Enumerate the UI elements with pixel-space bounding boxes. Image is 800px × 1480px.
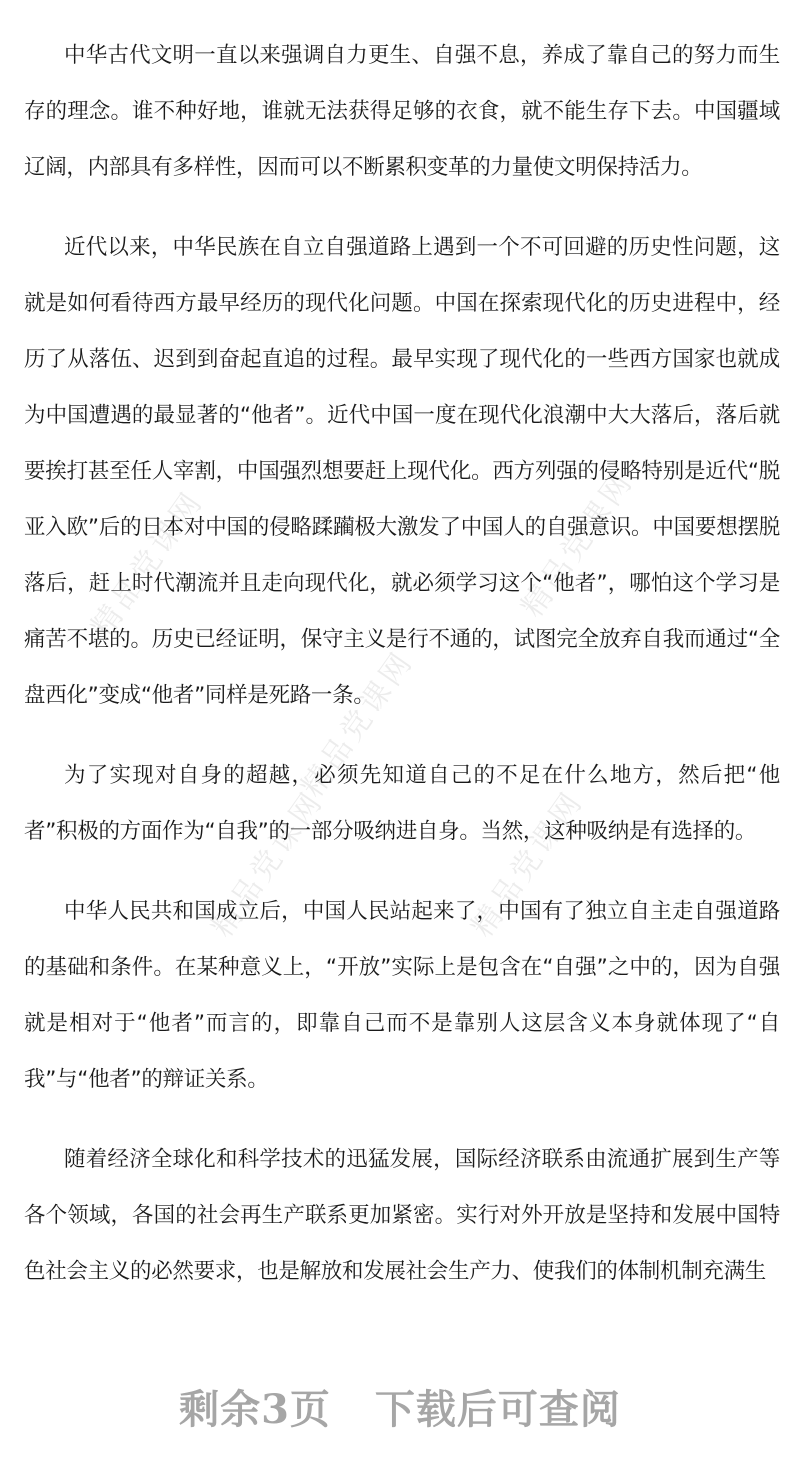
paragraph: 近代以来，中华民族在自立自强道路上遇到一个不可回避的历史性问题，这就是如何看待西方最早经历的现代化问题。中国在探索现代化的历史进程中，经历了从落伍、迟到到奋起直追的过程。最早实现了现代化的一些西方国家也就成为中国遭遇的最显著的“他者”。近代中国一度在现代化浪潮中大大落后，落后就要挨打甚至任人宰割，中国强烈想要赶上现代化。西方列强的侵略特别是近代“脱亚入欧”后的日本对中国的侵略蹂躏极大激发了中国人的自强意识。中国要想摆脱落后，赶上时代潮流并且走向现代化，就必须学习这个“他者”，哪怕这个学习是痛苦不堪的。历史已经证明，保守主义是行不通的，试图完全放弃自我而通过“全盘西化”变成“他者”同样是死路一条。	[24, 235, 780, 708]
watermark: 精品党课网	[84, 484, 211, 644]
watermark: 精品党课网	[464, 784, 591, 944]
paragraph: 中华古代文明一直以来强调自力更生、自强不息，养成了靠自己的努力而生存的理念。谁不种好地，谁就无法获得足够的衣食，就不能生存下去。中国疆域辽阔，内部具有多样性，因而可以不断累积变革的力量使文明保持活力。	[24, 43, 780, 180]
paragraph: 中华人民共和国成立后，中国人民站起来了，中国有了独立自主走自强道路的基础和条件。在某种意义上，“开放”实际上是包含在“自强”之中的，因为自强就是相对于“他者”而言的，即靠自己而不是靠别人这层含义本身就体现了“自我”与“他者”的辩证关系。	[24, 899, 780, 1092]
watermark: 精品党课网	[294, 644, 421, 804]
watermark: 精品党课网	[514, 464, 641, 624]
download-hint-label: 下载后可查阅	[374, 1386, 621, 1433]
watermark: 精品党课网	[204, 784, 331, 944]
paragraph: 为了实现对自身的超越，必须先知道自己的不足在什么地方，然后把“他者”积极的方面作为“自我”的一部分吸纳进自身。当然，这种吸纳是有选择的。	[24, 763, 780, 844]
paragraph: 随着经济全球化和科学技术的迅猛发展，国际经济联系由流通扩展到生产等各个领域，各国的社会再生产联系更加紧密。实行对外开放是坚持和发展中国特色社会主义的必然要求，也是解放和发展社会生产力、使我们的体制机制充满生	[24, 1147, 780, 1284]
remaining-pages-label: 剩余3页	[179, 1386, 331, 1433]
document-body	[24, 28, 780, 1300]
remaining-pages-banner[interactable]	[0, 1378, 800, 1435]
